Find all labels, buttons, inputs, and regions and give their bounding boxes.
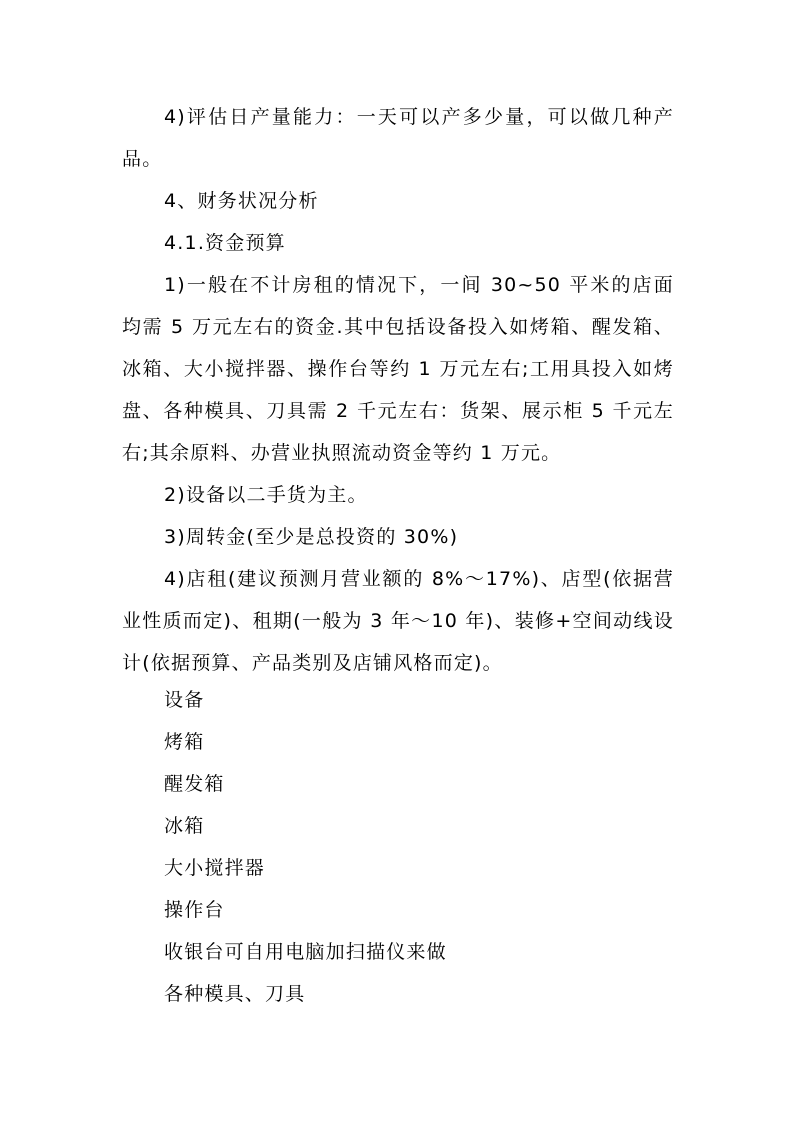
list-item: 冰箱 xyxy=(164,815,205,837)
paragraph-used-equipment: 2)设备以二手货为主。 xyxy=(164,484,368,506)
list-item: 收银台可自用电脑加扫描仪来做 xyxy=(164,941,447,963)
list-item: 大小搅拌器 xyxy=(164,857,266,879)
paragraph-capacity: 4)评估日产量能力：一天可以产多少量，可以做几种产品。 xyxy=(122,106,674,170)
list-item: 操作台 xyxy=(164,899,225,921)
list-item: 烤箱 xyxy=(164,731,205,753)
list-item: 各种模具、刀具 xyxy=(164,983,306,1005)
subsection-heading-budget: 4.1.资金预算 xyxy=(164,232,286,254)
section-heading-finance: 4、财务状况分析 xyxy=(164,190,319,212)
paragraph-budget-detail: 1)一般在不计房租的情况下，一间 30~50 平米的店面均需 5 万元左右的资金.其中包括设备投入如烤箱、醒发箱、冰箱、大小搅拌器、操作台等约 1 万元左右;工用具投入如烤盘、各种模具、刀具需 2 千元左右：货架、展示柜 5 千元左右;其余原料、办营业执照流动资金等约 1 万元。 xyxy=(122,274,674,464)
paragraph-working-capital: 3)周转金(至少是总投资的 30%) xyxy=(164,526,459,548)
paragraph-rent-and-design: 4)店租(建议预测月营业额的 8%～17%)、店型(依据营业性质而定)、租期(一般为 3 年～10 年)、装修+空间动线设计(依据预算、产品类别及店铺风格而定)。 xyxy=(122,568,674,674)
list-item: 设备 xyxy=(164,689,205,711)
list-item: 醒发箱 xyxy=(164,773,225,795)
